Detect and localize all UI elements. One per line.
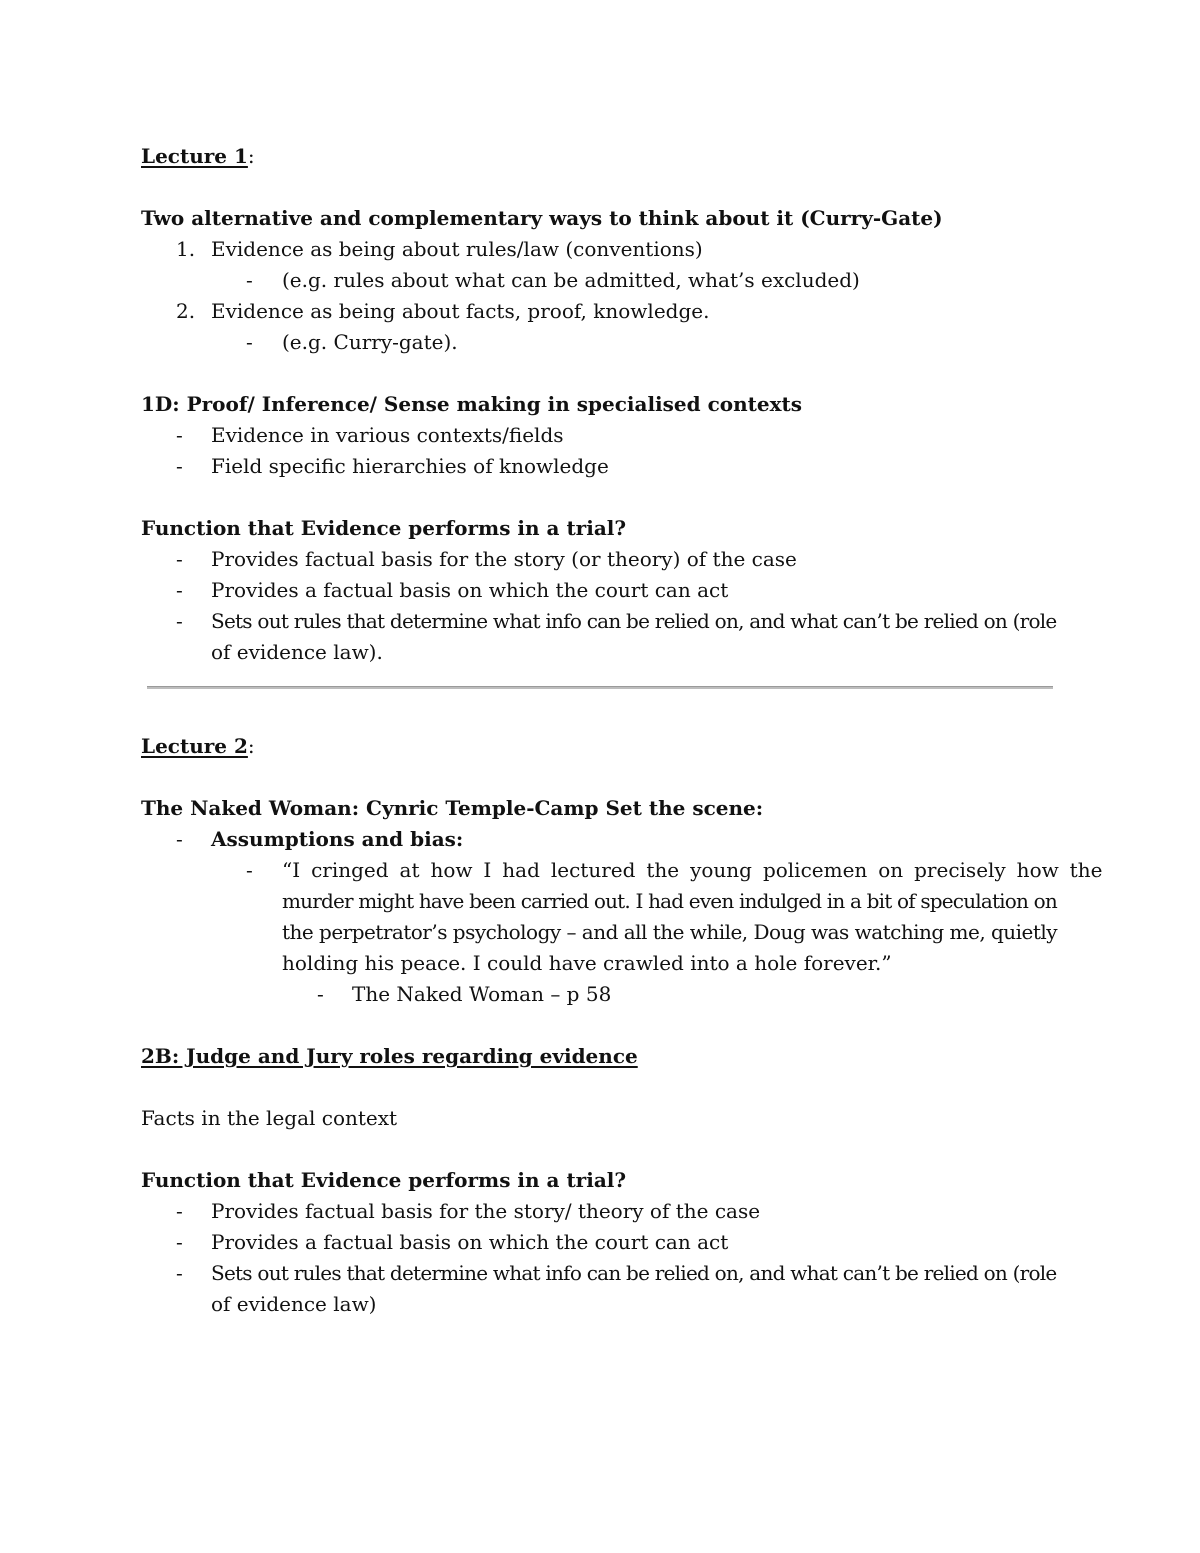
list-item: [141, 1196, 1061, 1227]
list-item-text: Evidence as being about facts, proof, knowledge.: [211, 299, 710, 323]
list-marker: -: [246, 268, 253, 292]
quote-text: holding his peace. I could have crawled into a hole forever.”: [282, 951, 892, 975]
list-marker: 2.: [176, 299, 196, 323]
sub-list-item: [141, 327, 1061, 358]
list-item-continuation: [141, 637, 1061, 668]
quote-line: [141, 886, 1061, 917]
list-item: [141, 296, 1061, 327]
list-marker: -: [176, 1199, 183, 1223]
quote-line-1: [282, 855, 1103, 886]
list-marker: 1.: [176, 237, 196, 261]
section-title-function-evidence-2: Function that Evidence performs in a trial?: [141, 1168, 627, 1192]
lecture-1-heading-suffix: :: [247, 144, 255, 168]
list-item-text: Provides a factual basis on which the court can act: [211, 1230, 729, 1254]
list-marker: -: [176, 454, 183, 478]
list-item: [141, 544, 1061, 575]
lecture-2-heading: [141, 731, 255, 762]
list-marker: -: [176, 547, 183, 571]
list-item-text: Provides factual basis for the story/ theory of the case: [211, 1199, 761, 1223]
list-item: [141, 451, 1061, 482]
list-item-text: Sets out rules that determine what info can be relied on, and what can’t be relied on (role: [211, 1261, 1057, 1285]
lecture-2-heading-suffix: :: [247, 734, 255, 758]
list-marker: -: [317, 982, 324, 1006]
section-title-proof-inference: 1D: Proof/ Inference/ Sense making in specialised contexts: [141, 392, 803, 416]
citation-item: [141, 979, 1061, 1010]
list-item: [141, 1258, 1061, 1289]
list-item-text: of evidence law): [211, 1292, 377, 1316]
list-item-text: Evidence as being about rules/law (conventions): [211, 237, 703, 261]
section-title-judge-jury: 2B: Judge and Jury roles regarding evidence: [141, 1044, 638, 1068]
citation-text: The Naked Woman – p 58: [352, 982, 612, 1006]
quote-text: murder might have been carried out. I had even indulged in a bit of speculation on: [282, 889, 1057, 913]
list-item-text: Provides a factual basis on which the court can act: [211, 578, 729, 602]
list-item-text: Assumptions and bias:: [211, 827, 464, 851]
list-marker: -: [246, 858, 253, 882]
quote-line: [141, 855, 1103, 886]
lecture-2-heading-text: Lecture 2: [141, 734, 248, 758]
list-item-text: Evidence in various contexts/fields: [211, 423, 564, 447]
list-item: [141, 606, 1061, 637]
quote-text: the perpetrator’s psychology – and all the while, Doug was watching me, quietly: [282, 920, 1058, 944]
section-title-ways-to-think: Two alternative and complementary ways to think about it (Curry-Gate): [141, 206, 943, 230]
paragraph-facts-legal-context: Facts in the legal context: [141, 1106, 398, 1130]
list-item-text: of evidence law).: [211, 640, 383, 664]
list-item: [141, 420, 1061, 451]
list-item-text: Field specific hierarchies of knowledge: [211, 454, 609, 478]
list-marker: -: [176, 578, 183, 602]
lecture-1-heading-text: Lecture 1: [141, 144, 248, 168]
list-marker: -: [246, 330, 253, 354]
list-item: [141, 234, 1061, 265]
list-item-text: Sets out rules that determine what info can be relied on, and what can’t be relied on (role: [211, 609, 1057, 633]
quote-text: “I cringed at how I had lectured the young policemen on precisely how the: [282, 858, 1103, 882]
list-marker: -: [176, 1261, 183, 1285]
sub-list-item: [141, 265, 1061, 296]
list-item-continuation: [141, 1289, 1061, 1320]
list-marker: -: [176, 827, 183, 851]
section-title-naked-woman: The Naked Woman: Cynric Temple-Camp Set the scene:: [141, 796, 764, 820]
list-marker: -: [176, 609, 183, 633]
horizontal-divider: [147, 686, 1053, 689]
list-item-text: Provides factual basis for the story (or theory) of the case: [211, 547, 797, 571]
list-item-text: (e.g. Curry-gate).: [282, 330, 458, 354]
quote-line: [141, 948, 1061, 979]
list-marker: -: [176, 1230, 183, 1254]
list-item-text: (e.g. rules about what can be admitted, what’s excluded): [282, 268, 860, 292]
quote-line: [141, 917, 1061, 948]
lecture-1-heading: [141, 141, 255, 172]
section-title-function-evidence: Function that Evidence performs in a trial?: [141, 516, 627, 540]
list-item: [141, 824, 1061, 855]
list-marker: -: [176, 423, 183, 447]
list-item: [141, 575, 1061, 606]
list-item: [141, 1227, 1061, 1258]
